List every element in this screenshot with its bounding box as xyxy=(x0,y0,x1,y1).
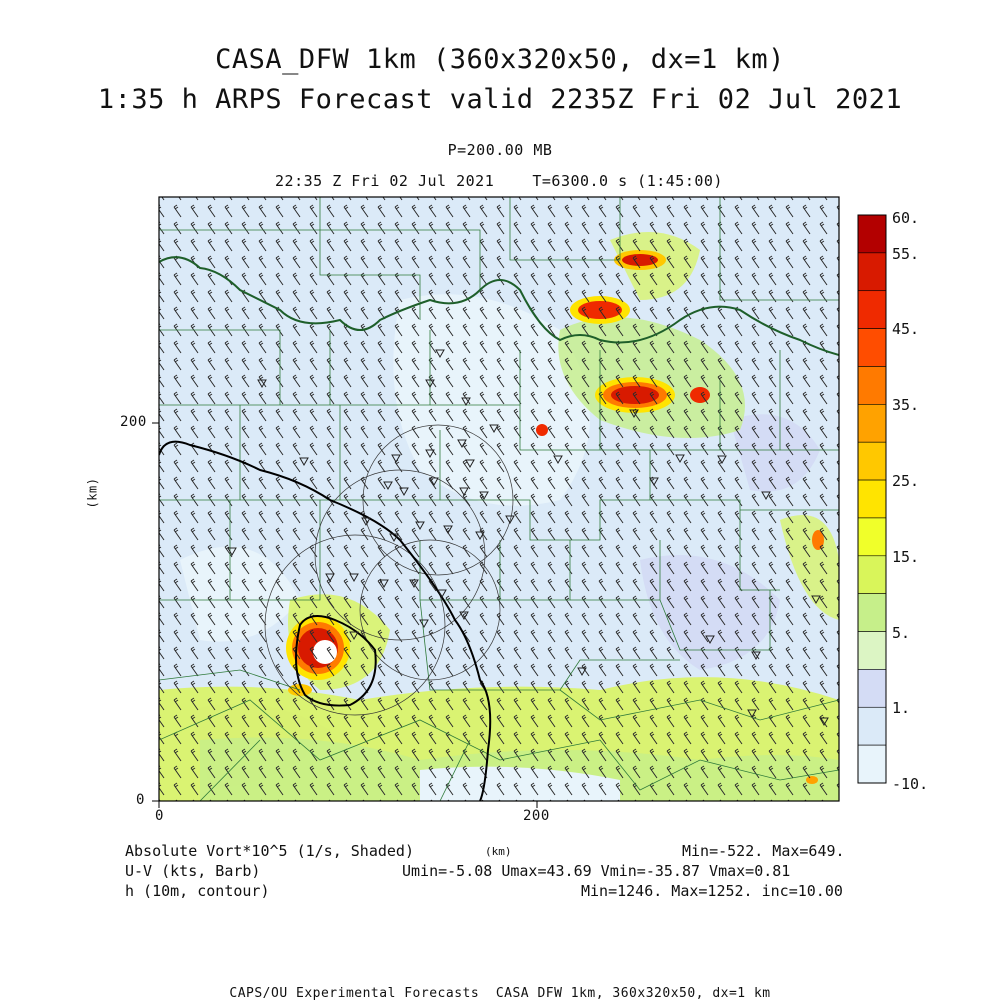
colorbar-label: -10. xyxy=(892,775,929,793)
colorbar xyxy=(858,215,886,783)
legend-field-height: h (10m, contour) xyxy=(125,882,270,900)
colorbar-segment xyxy=(858,518,886,556)
colorbar-segment xyxy=(858,594,886,632)
y-tick-0: 0 xyxy=(136,792,145,808)
title-line-1: CASA_DFW 1km (360x320x50, dx=1 km) xyxy=(215,44,785,75)
colorbar-label: 15. xyxy=(892,548,920,566)
colorbar-segment xyxy=(858,442,886,480)
legend-field-wind: U-V (kts, Barb) xyxy=(125,862,261,880)
footer-credit: CAPS/OU Experimental Forecasts CASA DFW 1km, 360x320x50, dx=1 km xyxy=(229,986,771,1001)
colorbar-segment xyxy=(858,366,886,404)
colorbar-segment xyxy=(858,632,886,670)
colorbar-segment xyxy=(858,404,886,442)
colorbar-segment xyxy=(858,669,886,707)
wind-barbs xyxy=(159,197,839,801)
y-axis-unit: (km) xyxy=(85,477,100,509)
colorbar-label: 60. xyxy=(892,209,920,227)
x-tick-0: 0 xyxy=(155,808,164,824)
pressure-level: P=200.00 MB xyxy=(447,141,553,159)
colorbar-segment xyxy=(858,291,886,329)
colorbar-segment xyxy=(858,215,886,253)
y-tick-200: 200 xyxy=(120,414,147,430)
colorbar-segment xyxy=(858,707,886,745)
colorbar-segment xyxy=(858,745,886,783)
legend-stats-height: Min=1246. Max=1252. inc=10.00 xyxy=(581,882,843,900)
colorbar-segment xyxy=(858,329,886,367)
colorbar-label: 55. xyxy=(892,245,920,263)
x-tick-200: 200 xyxy=(523,808,550,824)
colorbar-label: 25. xyxy=(892,472,920,490)
colorbar-segment xyxy=(858,556,886,594)
colorbar-label: 1. xyxy=(892,699,911,717)
colorbar-segment xyxy=(858,253,886,291)
x-axis-unit: (km) xyxy=(485,845,512,858)
colorbar-label: 35. xyxy=(892,396,920,414)
legend-stats-wind: Umin=-5.08 Umax=43.69 Vmin=-35.87 Vmax=0.81 xyxy=(402,862,791,880)
colorbar-label: 45. xyxy=(892,320,920,338)
valid-time-line: 22:35 Z Fri 02 Jul 2021 T=6300.0 s (1:45:00) xyxy=(275,172,723,190)
title-line-2: 1:35 h ARPS Forecast valid 2235Z Fri 02 Jul 2021 xyxy=(97,84,903,115)
legend-field-vorticity: Absolute Vort*10^5 (1/s, Shaded) xyxy=(125,842,414,860)
legend-stats-vorticity: Min=-522. Max=649. xyxy=(682,842,845,860)
colorbar-segment xyxy=(858,480,886,518)
colorbar-label: 5. xyxy=(892,624,911,642)
